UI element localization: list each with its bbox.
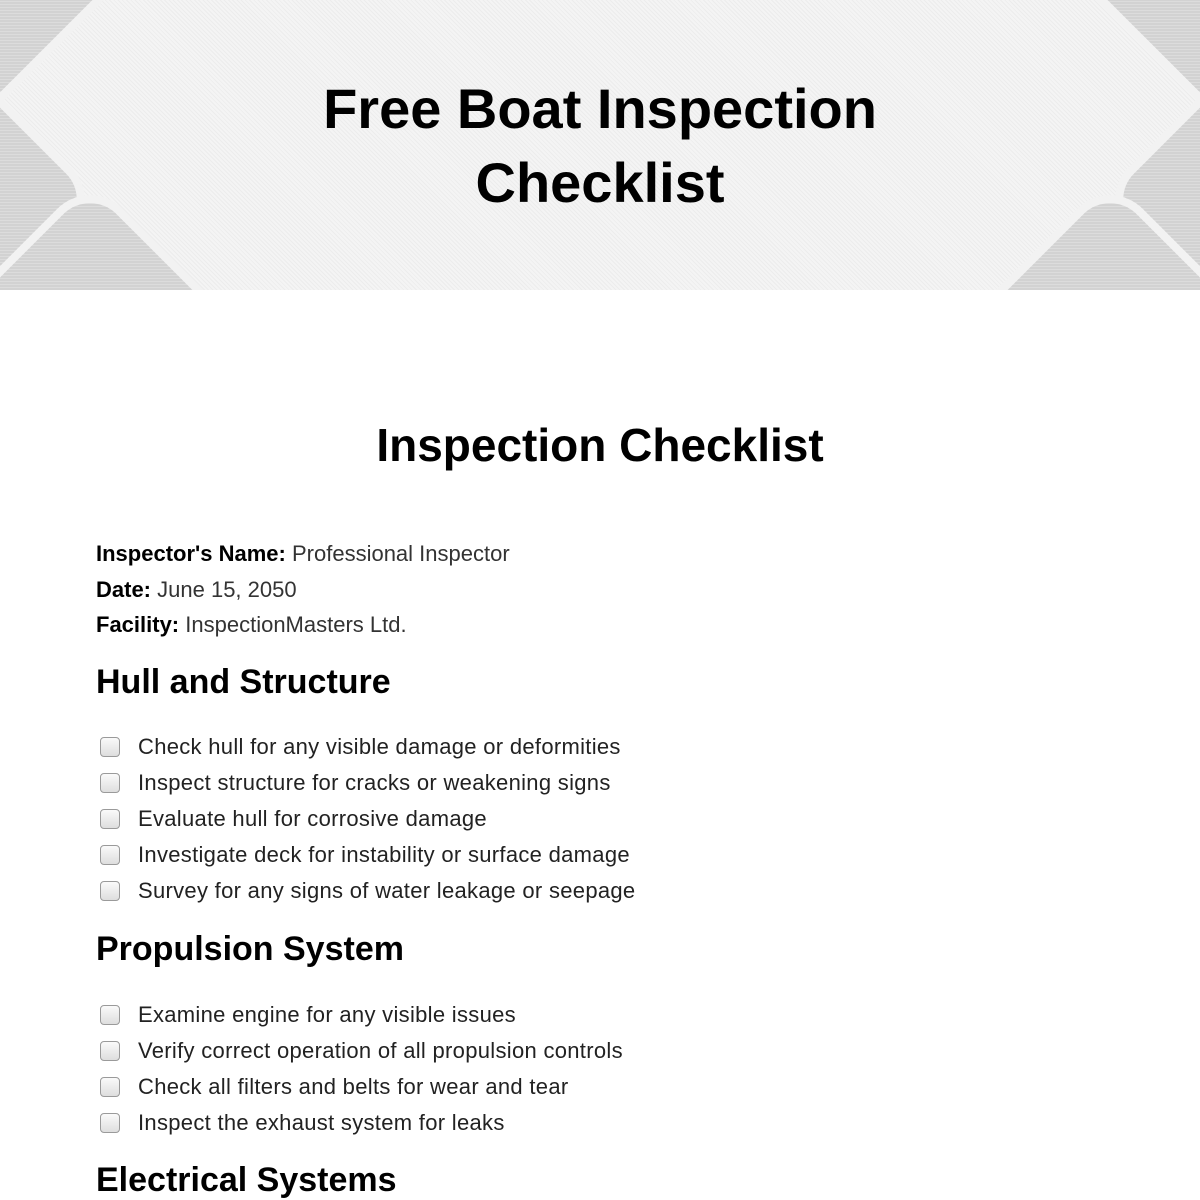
checklist-item: [100, 873, 635, 909]
checkbox[interactable]: [100, 1005, 120, 1025]
document-title: [0, 72, 1200, 220]
checklist-item-label: Check all filters and belts for wear and tear: [138, 1074, 569, 1099]
section-title-propulsion: Propulsion System: [96, 930, 404, 968]
inspector-name-value: Professional Inspector: [291, 541, 510, 566]
page-heading: Inspection Checklist: [376, 419, 824, 471]
inspector-name-row: [96, 536, 510, 572]
inspection-info: [96, 536, 510, 643]
checkbox[interactable]: [100, 881, 120, 901]
checklist-item: [100, 837, 635, 873]
checklist-item: [100, 801, 635, 837]
checklist-item-label: Survey for any signs of water leakage or seepage: [138, 878, 636, 903]
inspector-name-label: Inspector's Name:: [96, 541, 286, 566]
checklist-item: [100, 729, 635, 765]
header-banner: [0, 0, 1200, 290]
checklist-item: [100, 1033, 623, 1069]
checklist-item: [100, 1069, 623, 1105]
checklist-item: [100, 765, 635, 801]
date-row: [96, 572, 510, 608]
checkbox[interactable]: [100, 1077, 120, 1097]
checklist-propulsion: [100, 997, 623, 1141]
checkbox[interactable]: [100, 773, 120, 793]
checklist-item-label: Evaluate hull for corrosive damage: [138, 806, 487, 831]
checkbox[interactable]: [100, 737, 120, 757]
checkbox[interactable]: [100, 845, 120, 865]
section-title-electrical: Electrical Systems: [96, 1161, 397, 1199]
date-value: June 15, 2050: [157, 576, 297, 602]
section-title-hull: Hull and Structure: [96, 663, 391, 701]
checkbox[interactable]: [100, 1041, 120, 1061]
checklist-item-label: Inspect structure for cracks or weakening signs: [138, 770, 611, 795]
checklist-item-label: Verify correct operation of all propulsion controls: [138, 1038, 623, 1063]
checklist-item-label: Investigate deck for instability or surface damage: [138, 842, 630, 867]
date-label: Date:: [96, 576, 152, 602]
checklist-item: [100, 997, 623, 1033]
checklist-hull: [100, 729, 635, 909]
checklist-item: [100, 1105, 623, 1141]
checkbox[interactable]: [100, 1113, 120, 1133]
checkbox[interactable]: [100, 809, 120, 829]
checklist-item-label: Inspect the exhaust system for leaks: [138, 1110, 505, 1135]
title-line-2: Checklist: [475, 151, 725, 214]
facility-label: Facility:: [96, 612, 180, 637]
checklist-item-label: Check hull for any visible damage or deformities: [138, 734, 621, 759]
title-line-1: Free Boat Inspection: [323, 77, 877, 140]
facility-row: [96, 607, 510, 643]
checklist-item-label: Examine engine for any visible issues: [138, 1002, 516, 1027]
facility-value: InspectionMasters Ltd.: [185, 612, 407, 637]
